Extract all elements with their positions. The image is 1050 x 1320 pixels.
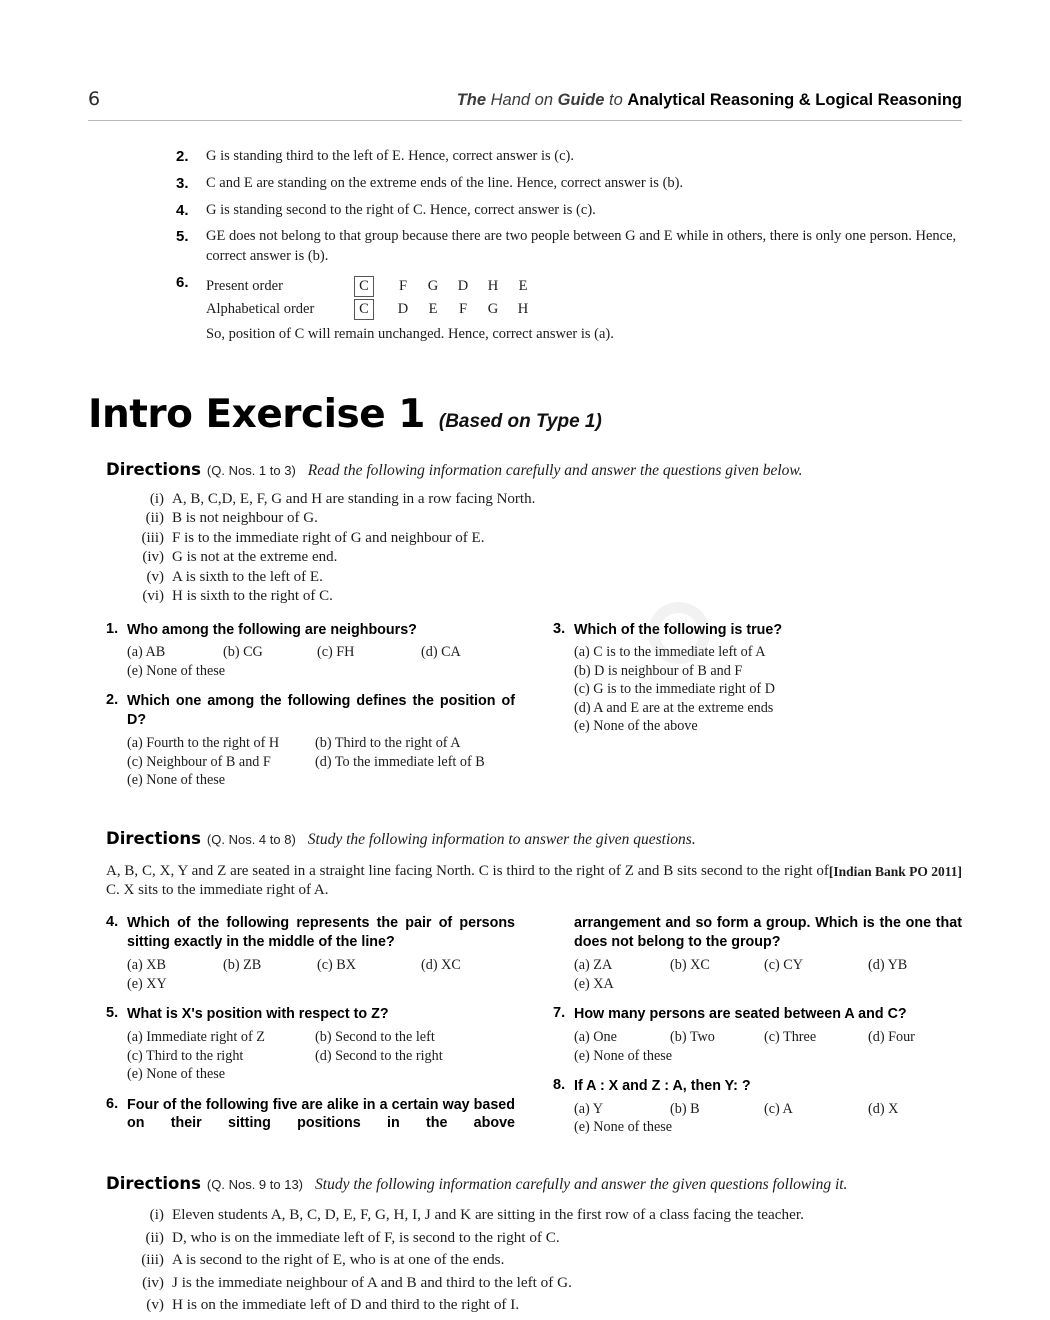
order-row-alphabetical (206, 298, 962, 321)
option-c: (c) A (764, 1100, 793, 1117)
question-body (127, 1005, 515, 1083)
directions-range: (Q. Nos. 1 to 3) (206, 462, 296, 478)
condition-item (134, 1227, 962, 1250)
option-c: (c) BX (317, 957, 357, 974)
question-number: 2. (106, 692, 119, 709)
option-c: (c) Three (764, 1029, 817, 1046)
question-stem: How many persons are seated between A and C? (574, 1006, 907, 1023)
option-b: (b) B (670, 1100, 700, 1117)
condition-text: A is second to the right of E, who is at one of the ends. (172, 1251, 505, 1269)
condition-roman: (iii) (141, 1251, 164, 1269)
question-6-part-1 (106, 1096, 515, 1138)
order-letter: E (518, 277, 528, 294)
option-e: (e) None of the above (574, 718, 698, 735)
directions-instruction: Study the following information to answer the given questions. (307, 830, 696, 848)
question-body (127, 1096, 515, 1138)
directions-label: Directions (106, 1174, 201, 1194)
condition-text: B is not neighbour of G. (172, 510, 318, 527)
directions-label: Directions (106, 828, 201, 848)
passage-text: A, B, C, X, Y and Z are seated in a straight line facing North. C is third to the right of Z and B sits second to the right of C. X sits to the immediate right of A. (106, 863, 829, 899)
condition-roman: (ii) (145, 1228, 164, 1246)
condition-item (134, 1249, 962, 1272)
question-block-2 (106, 914, 962, 1149)
option-row (574, 956, 962, 975)
condition-item (134, 568, 962, 588)
question-3 (553, 621, 962, 736)
question-body (574, 1005, 962, 1065)
title-guide: Guide (557, 91, 605, 109)
condition-roman: (vi) (142, 588, 164, 605)
option-c: (c) G is to the immediate right of D (574, 681, 775, 698)
condition-text: Eleven students A, B, C, D, E, F, G, H, I, J and K are sitting in the first row of a class facing the teacher. (172, 1206, 804, 1224)
option-row (574, 717, 962, 736)
order-letter: E (428, 300, 438, 317)
condition-roman: (ii) (145, 510, 164, 527)
directions-1 (106, 459, 962, 482)
solution-number: 3. (176, 174, 189, 192)
solution-number: 5. (176, 228, 189, 246)
question-number: 3. (553, 620, 566, 637)
option-a: (a) C is to the immediate left of A (574, 644, 766, 661)
page-header (88, 0, 962, 121)
order-row-present (206, 275, 962, 298)
condition-text: A is sixth to the left of E. (172, 568, 323, 585)
right-column (553, 621, 962, 802)
solution-text: G is standing second to the right of C. Hence, correct answer is (c). (206, 201, 596, 218)
option-d: (d) Four (868, 1029, 915, 1046)
option-row (127, 734, 515, 753)
solution-item (176, 147, 962, 167)
solution-item-6 (176, 273, 962, 344)
option-row (127, 1047, 515, 1066)
option-c: (c) FH (317, 644, 355, 661)
option-row (574, 643, 962, 662)
order-letter: H (487, 277, 499, 294)
option-row (127, 1028, 515, 1047)
option-d: (d) XC (421, 957, 461, 974)
exercise-subtitle: (Based on Type 1) (438, 410, 602, 432)
option-row (574, 1100, 962, 1119)
left-column (106, 621, 515, 802)
question-body (127, 621, 515, 681)
order-letter: D (397, 300, 409, 317)
option-row (127, 662, 515, 681)
order-letter: F (458, 300, 468, 317)
exercise-heading (88, 392, 962, 437)
directions-instruction: Study the following information carefully and answer the given questions following it. (315, 1176, 848, 1194)
option-b: (b) CG (223, 644, 263, 661)
solution-text: G is standing third to the left of E. Hence, correct answer is (c). (206, 148, 575, 164)
condition-roman: (v) (146, 1296, 164, 1314)
option-d: (d) To the immediate left of B (315, 753, 485, 770)
question-2 (106, 692, 515, 789)
question-stem: Which of the following represents the pair of persons sitting exactly in the middle of the line? (127, 915, 515, 951)
option-row (127, 1065, 515, 1084)
solution-number: 6. (176, 273, 189, 291)
condition-roman: (iv) (142, 549, 164, 566)
question-6-part-2 (574, 914, 962, 993)
condition-item (134, 490, 962, 510)
solution-note: So, position of C will remain unchanged. Hence, correct answer is (a). (206, 325, 614, 342)
option-a: (a) XB (127, 957, 167, 974)
question-body (574, 1077, 962, 1137)
question-5 (106, 1005, 515, 1083)
question-stem: Which one among the following defines the position of D? (127, 693, 515, 729)
condition-roman: (i) (149, 490, 164, 507)
condition-roman: (i) (149, 1206, 164, 1224)
condition-roman: (iii) (141, 529, 164, 546)
solution-item (176, 174, 962, 194)
option-a: (a) Immediate right of Z (127, 1029, 265, 1046)
directions-2 (106, 828, 962, 851)
condition-roman: (iv) (142, 1273, 164, 1291)
option-row (574, 680, 962, 699)
option-row (127, 643, 515, 662)
option-c: (c) Neighbour of B and F (127, 753, 271, 770)
solution-6-body (206, 273, 962, 344)
solutions-list (176, 147, 962, 344)
option-c: (c) CY (764, 957, 804, 974)
condition-item (134, 1272, 962, 1295)
question-stem: What is X's position with respect to Z? (127, 1006, 389, 1023)
question-number: 7. (553, 1005, 566, 1022)
running-head-title (457, 91, 962, 110)
question-body (574, 621, 962, 736)
condition-text: J is the immediate neighbour of A and B and third to the left of G. (172, 1273, 572, 1291)
title-main: Analytical Reasoning & Logical Reasoning (627, 91, 962, 109)
title-hand-on: Hand on (490, 91, 554, 109)
directions-instruction: Read the following information carefully and answer the questions given below. (307, 461, 803, 479)
option-d: (d) YB (868, 957, 908, 974)
option-d: (d) CA (421, 644, 461, 661)
question-number: 5. (106, 1005, 119, 1022)
condition-text: A, B, C,D, E, F, G and H are standing in a row facing North. (172, 490, 536, 507)
condition-item (134, 548, 962, 568)
option-row (127, 956, 515, 975)
directions-range: (Q. Nos. 4 to 8) (206, 831, 296, 847)
option-e: (e) None of these (574, 1047, 673, 1064)
option-b: (b) D is neighbour of B and F (574, 662, 743, 679)
directions-3 (106, 1173, 962, 1196)
question-stem: Four of the following five are alike in a certain way based on their sitting positions in the above (127, 1096, 515, 1132)
question-7 (553, 1005, 962, 1065)
option-row (574, 975, 962, 994)
condition-text: G is not at the extreme end. (172, 549, 338, 566)
condition-text: F is to the immediate right of G and neighbour of E. (172, 529, 485, 546)
option-row (127, 975, 515, 994)
condition-roman: (v) (146, 568, 164, 585)
option-row (574, 1118, 962, 1137)
condition-item (134, 529, 962, 549)
condition-item (134, 587, 962, 607)
condition-item (134, 1204, 962, 1227)
option-row (574, 1028, 962, 1047)
option-row (127, 753, 515, 772)
condition-text: H is sixth to the right of C. (172, 588, 333, 605)
conditions-list-3 (134, 1204, 962, 1317)
conditions-list-1 (134, 490, 962, 607)
question-stem: Which of the following is true? (574, 621, 783, 638)
boxed-letter: C (354, 299, 374, 320)
option-e: (e) XY (127, 975, 167, 992)
right-column (553, 914, 962, 1149)
option-b: (b) XC (670, 957, 710, 974)
question-1 (106, 621, 515, 681)
option-b: (b) Two (670, 1029, 715, 1046)
condition-text: D, who is on the immediate left of F, is second to the right of C. (172, 1228, 560, 1246)
left-column (106, 914, 515, 1149)
order-letter: D (457, 277, 469, 294)
order-letter: G (487, 300, 499, 317)
question-block-1 (106, 621, 962, 802)
option-b: (b) Third to the right of A (315, 735, 461, 752)
option-a: (a) Y (574, 1100, 604, 1117)
option-row (127, 771, 515, 790)
solution-text: C and E are standing on the extreme ends of the line. Hence, correct answer is (b). (206, 174, 684, 191)
directions-label: Directions (106, 459, 201, 479)
option-e: (e) None of these (127, 772, 226, 789)
order-row-label: Alphabetical order (206, 300, 315, 317)
option-e: (e) None of these (127, 1066, 226, 1083)
condition-item (134, 1294, 962, 1317)
question-number: 8. (553, 1077, 566, 1094)
order-letter: G (427, 277, 439, 294)
condition-text: H is on the immediate left of D and third to the right of I. (172, 1296, 520, 1314)
solution-number: 4. (176, 201, 189, 219)
solution-item (176, 227, 962, 265)
title-to: to (608, 91, 623, 109)
order-letter: F (398, 277, 408, 294)
option-row (574, 1047, 962, 1066)
question-stem-continuation: arrangement and so form a group. Which is the one that does not belong to the group? (574, 915, 962, 951)
option-d: (d) Second to the right (315, 1047, 443, 1064)
question-number: 6. (106, 1095, 119, 1112)
option-a: (a) AB (127, 644, 166, 661)
title-the: The (456, 91, 487, 109)
directions-range: (Q. Nos. 9 to 13) (206, 1177, 304, 1193)
option-b: (b) Second to the left (315, 1029, 435, 1046)
condition-item (134, 509, 962, 529)
question-4 (106, 914, 515, 993)
option-a: (a) Fourth to the right of H (127, 735, 280, 752)
source-credit: [Indian Bank PO 2011] (828, 864, 962, 880)
question-body (127, 914, 515, 993)
option-e: (e) XA (574, 975, 614, 992)
question-stem: Who among the following are neighbours? (127, 621, 417, 638)
option-row (574, 662, 962, 681)
boxed-letter: C (354, 276, 374, 297)
order-table (206, 275, 962, 321)
option-a: (a) ZA (574, 957, 613, 974)
option-b: (b) ZB (223, 957, 262, 974)
option-e: (e) None of these (127, 662, 226, 679)
option-e: (e) None of these (574, 1119, 673, 1136)
order-row-label: Present order (206, 277, 283, 294)
question-number: 4. (106, 914, 119, 931)
page-number: 6 (88, 88, 101, 110)
option-d: (d) X (868, 1100, 899, 1117)
solution-text: GE does not belong to that group because there are two people between G and E while in others, there is only one person. Hence, correct answer is (b). (206, 228, 957, 264)
question-body (127, 692, 515, 789)
solution-number: 2. (176, 148, 189, 165)
order-letter: H (517, 300, 529, 317)
question-8 (553, 1077, 962, 1137)
question-stem: If A : X and Z : A, then Y: ? (574, 1078, 751, 1095)
option-row (574, 699, 962, 718)
option-d: (d) A and E are at the extreme ends (574, 699, 774, 716)
question-number: 1. (106, 620, 119, 637)
exercise-title: Intro Exercise 1 (88, 391, 425, 437)
solution-item (176, 201, 962, 221)
passage (106, 862, 962, 900)
option-a: (a) One (574, 1029, 617, 1046)
option-c: (c) Third to the right (127, 1047, 244, 1064)
